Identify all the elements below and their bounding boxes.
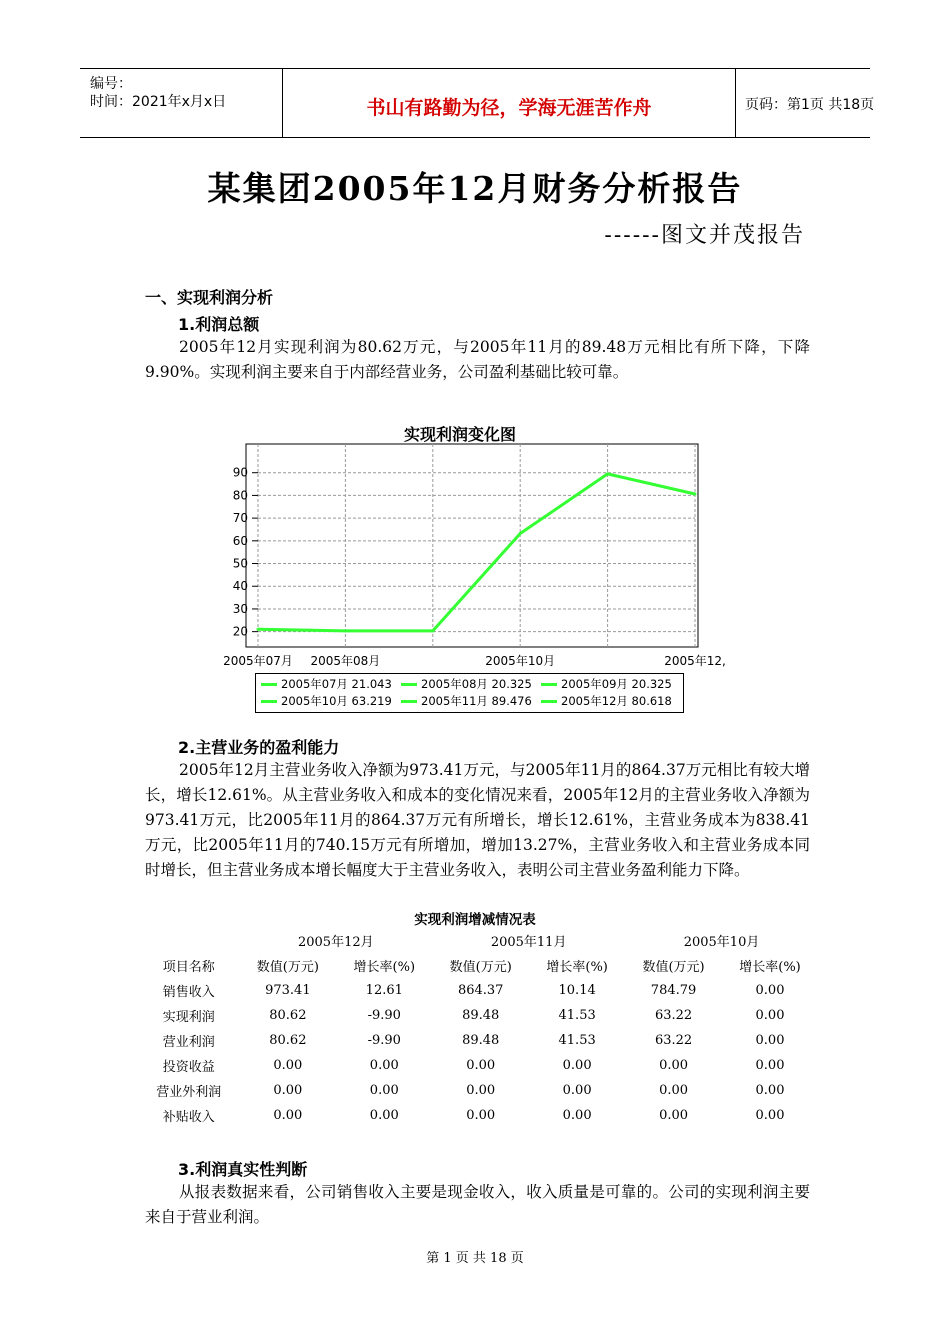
legend-swatch (541, 683, 557, 686)
y-tick-label: 80 (232, 488, 248, 503)
column-header: 增长率(%) (546, 960, 608, 975)
header-meta-cell (80, 69, 282, 137)
table-cell: 投资收益 (162, 1060, 215, 1075)
data-point (694, 493, 697, 496)
table-cell: 0.00 (466, 1083, 496, 1098)
chart-title: 实现利润变化图 (403, 425, 517, 444)
time-label: 时间：2021年x月x日 (90, 94, 227, 110)
table-cell (138, 928, 239, 953)
table-cell: 实现利润 (162, 1010, 215, 1025)
x-tick-label: 2005年12, (664, 654, 726, 668)
table-cell: 0.00 (755, 1108, 785, 1123)
legend-item (258, 693, 392, 709)
table-cell: 12.61 (365, 983, 403, 998)
page-info: 页码：第1页 共18页 (745, 97, 875, 113)
table-cell: 0.00 (273, 1058, 303, 1073)
table-cell: 0.00 (659, 1108, 689, 1123)
x-tick-label: 2005年07月 (223, 654, 293, 668)
table-period-row (138, 928, 818, 953)
y-tick-label: 50 (232, 556, 248, 571)
table-cell: 0.00 (659, 1083, 689, 1098)
table-cell: 784.79 (650, 983, 697, 998)
table-cell: 89.48 (462, 1033, 500, 1048)
table-cell: 销售收入 (162, 985, 215, 1000)
legend-item (538, 693, 672, 709)
data-point (431, 629, 434, 632)
profit-table (138, 928, 818, 1128)
motto: 书山有路勤为径，学海无涯苦作舟 (366, 97, 652, 119)
table-cell: 89.48 (462, 1008, 500, 1023)
legend-label: 2005年12月 80.618 (561, 694, 672, 708)
column-header: 增长率(%) (739, 960, 801, 975)
table-row (138, 978, 818, 1003)
table-cell: 0.00 (369, 1108, 399, 1123)
legend-label: 2005年07月 21.043 (281, 677, 392, 691)
y-tick-label: 30 (232, 601, 248, 616)
chart-frame (246, 444, 698, 647)
legend-label: 2005年08月 20.325 (421, 677, 532, 691)
y-tick-label: 90 (232, 465, 248, 480)
table-cell: 41.53 (558, 1008, 596, 1023)
column-header: 数值(万元) (642, 960, 705, 975)
table-cell: 0.00 (562, 1083, 592, 1098)
legend-label: 2005年09月 20.325 (561, 677, 672, 691)
column-header: 项目名称 (162, 960, 215, 975)
period-header: 2005年12月 (297, 935, 374, 950)
table-cell: 0.00 (273, 1108, 303, 1123)
subsection-heading-2: 2.主营业务的盈利能力 (178, 738, 340, 757)
data-point (257, 628, 260, 631)
legend-swatch (261, 683, 277, 686)
table-cell: -9.90 (367, 1033, 401, 1048)
table-cell: 0.00 (466, 1058, 496, 1073)
paragraph-1: 2005年12月实现利润为80.62万元，与2005年11月的89.48万元相比有所下降，下降9.90%。实现利润主要来自于内部经营业务，公司盈利基础比较可靠。 (145, 338, 810, 381)
legend-swatch (401, 683, 417, 686)
subsection-heading-1: 1.利润总额 (178, 315, 260, 334)
table-cell: 0.00 (466, 1108, 496, 1123)
table-cell: 0.00 (755, 1058, 785, 1073)
table-row (138, 1103, 818, 1128)
table-cell: 0.00 (755, 1033, 785, 1048)
document-title: 某集团2005年12月财务分析报告 (207, 169, 743, 208)
legend-swatch (261, 700, 277, 703)
table-cell: 973.41 (265, 983, 311, 998)
y-tick-label: 60 (232, 533, 248, 548)
table-row (138, 1028, 818, 1053)
table-cell: 0.00 (659, 1058, 689, 1073)
series-line (258, 474, 695, 631)
table-cell: 0.00 (755, 1008, 785, 1023)
legend-item (258, 676, 392, 692)
table-cell: 80.62 (269, 1008, 307, 1023)
column-header: 数值(万元) (449, 960, 512, 975)
profit-line-chart (213, 415, 726, 715)
chart-legend (255, 673, 684, 713)
period-header: 2005年11月 (490, 935, 567, 950)
number-label: 编号： (90, 76, 132, 92)
table-cell: 补贴收入 (162, 1110, 215, 1125)
y-tick-label: 20 (232, 624, 248, 639)
table-cell: 63.22 (654, 1033, 693, 1048)
table-cell: 0.00 (562, 1058, 592, 1073)
page-footer: 第 1 页 共 18 页 (426, 1251, 524, 1266)
table-cell: 10.14 (558, 983, 596, 998)
section-heading: 一、实现利润分析 (145, 288, 274, 307)
data-point (519, 532, 522, 535)
column-header: 增长率(%) (353, 960, 416, 975)
legend-label: 2005年11月 89.476 (421, 694, 532, 708)
paragraph-2: 2005年12月主营业务收入净额为973.41万元，与2005年11月的864.37万元相比有较大增长，增长12.61%。从主营业务收入和成本的变化情况来看，2005年12月的主营业务收入净额为973.41万元，比2005年11月的864.37万元有所增长，增长12.61%，主营业务成本为838.41万元，比2005年11月的740.15万元有所增加，增加13.27%，主营业务收入和主营业务成本同时增长，但主营业务成本增长幅度大于主营业务收入，表明公司主营业务盈利能力下降。 (145, 761, 810, 879)
chart-series (257, 472, 697, 632)
data-point (606, 472, 609, 475)
chart-grid (246, 444, 698, 647)
table-cell: 41.53 (558, 1033, 596, 1048)
legend-item (538, 676, 672, 692)
chart-x-axis (223, 653, 726, 668)
legend-swatch (401, 700, 417, 703)
table-cell: 63.22 (654, 1008, 693, 1023)
table-caption: 实现利润增减情况表 (414, 912, 536, 928)
chart-y-axis (233, 466, 258, 639)
table-cell: 营业外利润 (156, 1085, 222, 1100)
table-cell: 营业利润 (162, 1035, 215, 1050)
subsection-heading-3: 3.利润真实性判断 (178, 1160, 308, 1179)
table-row (138, 1053, 818, 1078)
table-header-row (138, 953, 818, 978)
x-tick-label: 2005年08月 (310, 654, 381, 668)
table-cell: 0.00 (755, 983, 785, 998)
legend-swatch (541, 700, 557, 703)
table-row (138, 1003, 818, 1028)
paragraph-3: 从报表数据来看，公司销售收入主要是现金收入，收入质量是可靠的。公司的实现利润主要来自于营业利润。 (145, 1183, 810, 1226)
document-subtitle: ------图文并茂报告 (604, 223, 805, 248)
chart-svg (213, 415, 726, 715)
period-header: 2005年10月 (683, 935, 760, 950)
table-cell: 0.00 (755, 1083, 785, 1098)
x-tick-label: 2005年10月 (485, 654, 556, 668)
header-page-cell (735, 69, 875, 137)
page-header (80, 68, 875, 138)
y-tick-label: 40 (232, 579, 248, 594)
table-cell: 0.00 (369, 1058, 399, 1073)
table-cell: 0.00 (273, 1083, 303, 1098)
table-cell: 864.37 (457, 983, 504, 998)
header-motto-cell (282, 69, 736, 137)
column-header: 数值(万元) (256, 960, 319, 975)
legend-item (398, 676, 532, 692)
table-row (138, 1078, 818, 1103)
data-point (344, 629, 347, 632)
table-cell: 0.00 (562, 1108, 592, 1123)
table-cell: 80.62 (269, 1033, 307, 1048)
legend-item (398, 693, 532, 709)
legend-label: 2005年10月 63.219 (281, 694, 392, 708)
y-tick-label: 70 (232, 511, 248, 526)
table-cell: -9.90 (367, 1008, 401, 1023)
table-cell: 0.00 (369, 1083, 399, 1098)
